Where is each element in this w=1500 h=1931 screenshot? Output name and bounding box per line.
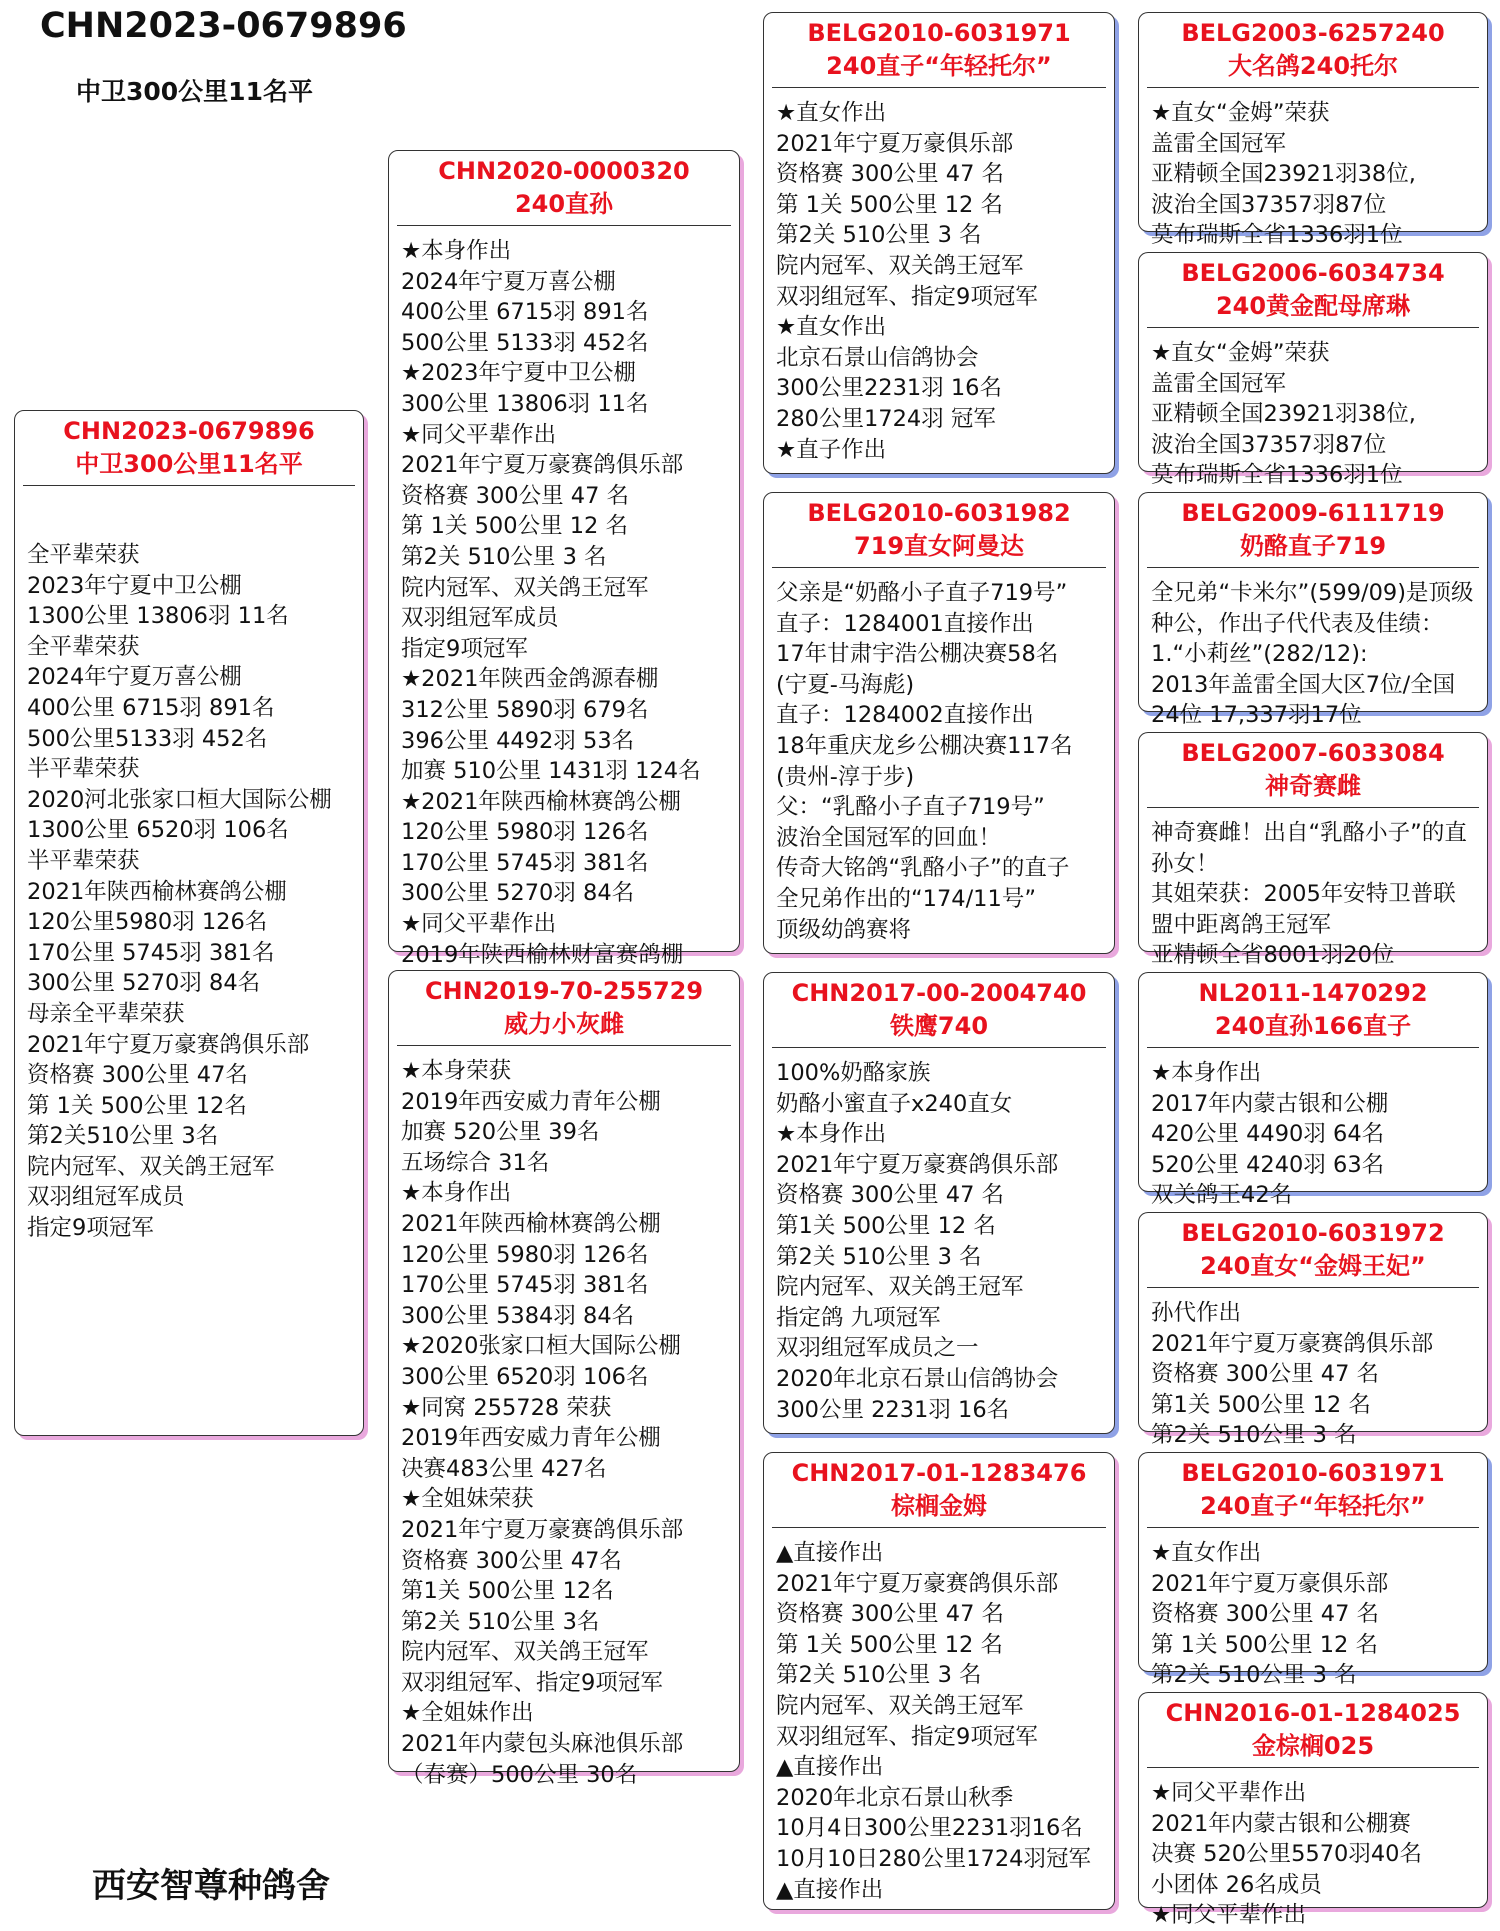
card-bird-name: 240直女“金姆王妃”	[1200, 1252, 1426, 1280]
achievement-line: 10月10日280公里1724羽冠军	[776, 1845, 1091, 1872]
achievement-line: 2021年内蒙包头麻池俱乐部	[401, 1731, 684, 1758]
achievement-line: ★2020张家口桓大国际公棚	[401, 1333, 681, 1360]
card-bird-name: 240黄金配母席琳	[1215, 292, 1411, 320]
achievement-line: 1300公里 6520羽 106名	[27, 817, 289, 844]
achievement-line: 资格赛 300公里 47 名	[1151, 1601, 1380, 1628]
card-ring-number: BELG2006-6034734	[1181, 259, 1445, 287]
achievement-line: 决赛483公里 427名	[401, 1455, 607, 1482]
card-achievements	[764, 98, 1114, 465]
achievement-line: 2013年盖雷全国大区7位/全国	[1151, 671, 1456, 698]
achievement-line: 170公里 5745羽 381名	[401, 849, 649, 876]
achievement-line: 120公里5980羽 126名	[27, 909, 268, 936]
pedigree-card-sdd	[1138, 732, 1488, 969]
achievement-line: ★同父平辈作出	[1151, 1902, 1307, 1929]
achievement-line: 资格赛 300公里 47 名	[776, 1182, 1005, 1209]
achievement-line: 半平辈荣获	[27, 847, 140, 874]
achievement-line: 小团体 26名成员	[1151, 1871, 1322, 1898]
achievement-line: 第2关 510公里 3名	[401, 1608, 600, 1635]
achievement-line: 指定9项冠军	[27, 1215, 154, 1242]
achievement-line: 院内冠军、双关鸽王冠军	[401, 574, 649, 601]
achievement-line: 300公里 5270羽 84名	[27, 970, 261, 997]
achievement-line: 莫布瑞斯全省1336羽1位	[1151, 462, 1403, 489]
card-achievements	[1139, 338, 1487, 491]
card-bird-name: 铁鹰740	[889, 1012, 989, 1040]
achievement-line: 直子：1284002直接作出	[776, 702, 1034, 729]
achievement-line: 父亲是“奶酪小子直子719号”	[776, 580, 1068, 606]
achievement-line: 300公里 5270羽 84名	[401, 880, 635, 907]
achievement-line: 300公里 13806羽 11名	[401, 390, 649, 417]
achievement-line: 院内冠军、双关鸽王冠军	[27, 1153, 275, 1180]
card-ring-number: CHN2017-01-1283476	[791, 1459, 1087, 1487]
pedigree-card-ssd	[1138, 252, 1488, 489]
achievement-line: 双羽组冠军成员之一	[776, 1335, 979, 1362]
achievement-line: (贵州-淳于步)	[776, 763, 915, 790]
achievement-line: 顶级幼鸽赛将	[776, 916, 912, 943]
achievement-line: 第 1关 500公里 12 名	[776, 191, 1003, 218]
achievement-line: 盟中距离鸽王冠军	[1151, 911, 1332, 938]
card-header	[772, 973, 1106, 1048]
card-bird-name: 威力小灰雌	[504, 1010, 624, 1038]
achievement-line: ★全姐妹作出	[401, 1700, 534, 1727]
achievement-line: ★本身作出	[1151, 1060, 1262, 1086]
achievement-line: 孙女！	[1151, 850, 1219, 877]
achievement-line: 第 1关 500公里 12 名	[1151, 1631, 1378, 1658]
pedigree-card-dd	[763, 1452, 1115, 1910]
achievement-line: ★同父平辈作出	[401, 911, 557, 938]
loft-name: 西安智尊种鸽舍	[92, 1866, 330, 1906]
achievement-line: 五场综合 31名	[401, 1149, 550, 1176]
achievement-line: 资格赛 300公里 47 名	[401, 482, 630, 509]
card-bird-name: 金棕榈025	[1251, 1732, 1375, 1760]
card-bird-name: 中卫300公里11名平	[75, 450, 303, 478]
achievement-line: 第1关 500公里 12 名	[1151, 1391, 1371, 1418]
achievement-line: 加赛 520公里 39名	[401, 1119, 600, 1146]
achievement-line: ★本身荣获	[401, 1058, 512, 1084]
achievement-line: 波治全国冠军的回血！	[776, 824, 1002, 851]
achievement-line: 波治全国37357羽87位	[1151, 191, 1387, 218]
pedigree-card-dds	[1138, 1452, 1488, 1689]
card-bird-name: 719直女阿曼达	[853, 532, 1025, 560]
achievement-line: 双羽组冠军成员	[27, 1184, 185, 1211]
achievement-line: ★直女“金姆”荣获	[1151, 340, 1330, 366]
achievement-line: 盖雷全国冠军	[1151, 370, 1287, 397]
card-ring-number: CHN2023-0679896	[63, 417, 315, 445]
achievement-line: ★直女“金姆”荣获	[1151, 100, 1330, 126]
achievement-line: 2021年宁夏万豪俱乐部	[1151, 1570, 1389, 1597]
card-header	[1147, 1693, 1479, 1768]
card-bird-name: 240直子“年轻托尔”	[826, 52, 1052, 80]
achievement-line: 双羽组冠军成员	[401, 605, 559, 632]
achievement-line: 院内冠军、双关鸽王冠军	[776, 252, 1024, 279]
card-header	[1147, 1213, 1479, 1288]
achievement-line: ★本身作出	[776, 1121, 887, 1148]
card-header	[772, 13, 1106, 88]
achievement-line: 1.“小莉丝”(282/12):	[1151, 641, 1368, 668]
achievement-line: 双羽组冠军、指定9项冠军	[776, 283, 1038, 310]
card-header	[1147, 13, 1479, 88]
achievement-line: 资格赛 300公里 47名	[27, 1062, 248, 1089]
achievement-line: 17年甘肃宇浩公棚决赛58名	[776, 641, 1059, 668]
achievement-line: ★直子作出	[776, 436, 887, 463]
achievement-line: 第2关 510公里 3 名	[776, 1662, 982, 1689]
achievement-line: 520公里 4240羽 63名	[1151, 1151, 1385, 1178]
card-achievements	[764, 578, 1114, 945]
achievement-line: 北京石景山信鸽协会	[776, 344, 979, 371]
achievement-line: 2021年陕西榆林赛鸽公棚	[27, 878, 287, 905]
pedigree-card-ddd	[1138, 1692, 1488, 1929]
pedigree-card-ss	[763, 12, 1115, 474]
achievement-line: 500公里 5133羽 452名	[401, 329, 649, 356]
card-achievements	[389, 1056, 739, 1790]
achievement-line: 300公里 2231羽 16名	[776, 1396, 1010, 1423]
achievement-line: ★2023年宁夏中卫公棚	[401, 360, 636, 387]
card-header	[772, 493, 1106, 568]
achievement-line: 第 1关 500公里 12名	[27, 1092, 247, 1119]
achievement-line: 父：“乳酪小子直子719号”	[776, 794, 1045, 821]
achievement-line: 孙代作出	[1151, 1300, 1242, 1326]
card-header	[397, 971, 731, 1046]
achievement-line: 院内冠军、双关鸽王冠军	[776, 1692, 1024, 1719]
card-achievements	[1139, 818, 1487, 971]
achievement-line: 2023年宁夏中卫公棚	[27, 572, 242, 599]
achievement-line: 400公里 6715羽 891名	[27, 694, 275, 721]
pedigree-card-dss	[1138, 972, 1488, 1209]
achievement-line: 280公里1724羽 冠军	[776, 405, 996, 432]
card-achievements	[389, 236, 739, 970]
pedigree-card-ds	[763, 972, 1115, 1434]
achievement-line: 2021年宁夏万豪赛鸽俱乐部	[776, 1151, 1059, 1178]
card-achievements	[1139, 1538, 1487, 1691]
card-achievements	[1139, 98, 1487, 251]
achievement-line: 波治全国37357羽87位	[1151, 431, 1387, 458]
achievement-line: 2021年宁夏万豪赛鸽俱乐部	[401, 452, 684, 479]
achievement-line: 第2关 510公里 3 名	[401, 543, 607, 570]
achievement-line: 加赛 510公里 1431羽 124名	[401, 758, 701, 785]
card-header	[397, 151, 731, 226]
achievement-line: 2021年宁夏万豪俱乐部	[776, 130, 1014, 157]
achievement-line: 170公里 5745羽 381名	[27, 939, 275, 966]
achievement-line: 双羽组冠军、指定9项冠军	[401, 1669, 663, 1696]
achievement-line: 2021年宁夏万豪赛鸽俱乐部	[401, 1516, 684, 1543]
achievement-line: 第2关 510公里 3 名	[1151, 1422, 1357, 1449]
achievement-line: 120公里 5980羽 126名	[401, 819, 649, 846]
achievement-line: ★同父平辈作出	[401, 421, 557, 448]
achievement-line: ▲直接作出	[776, 1540, 884, 1566]
card-bird-name: 大名鸽240托尔	[1227, 52, 1399, 80]
card-bird-name: 棕榈金姆	[891, 1492, 987, 1520]
achievement-line: 种公，作出子代代表及佳绩：	[1151, 610, 1444, 637]
achievement-line: 300公里 5384羽 84名	[401, 1302, 635, 1329]
achievement-line: ★本身作出	[401, 1180, 512, 1207]
achievement-line: ★直女作出	[776, 314, 887, 341]
achievement-line: 传奇大铭鸽“乳酪小子”的直子	[776, 855, 1070, 882]
achievement-line: 其姐荣获：2005年安特卫普联	[1151, 881, 1456, 908]
achievement-line: 2019年陕西榆林财富赛鸽棚	[401, 941, 684, 968]
pedigree-card-sd	[763, 492, 1115, 954]
achievement-line: 2019年西安威力青年公棚	[401, 1088, 661, 1115]
card-ring-number: CHN2017-00-2004740	[791, 979, 1087, 1007]
achievement-line: 第1关 500公里 12名	[401, 1578, 614, 1605]
achievement-line: 直子：1284001直接作出	[776, 610, 1034, 637]
card-bird-name: 神奇赛雌	[1265, 772, 1361, 800]
card-ring-number: CHN2016-01-1284025	[1165, 1699, 1461, 1727]
achievement-line: 神奇赛雌！出自“乳酪小子”的直	[1151, 820, 1467, 846]
achievement-line: ★直女作出	[776, 100, 887, 126]
achievement-line: 半平辈荣获	[27, 756, 140, 783]
achievement-line: 第 1关 500公里 12 名	[401, 513, 628, 540]
achievement-line: ★同窝 255728 荣获	[401, 1394, 612, 1421]
achievement-line: 盖雷全国冠军	[1151, 130, 1287, 157]
pedigree-title: 中卫300公里11名平	[76, 77, 313, 106]
achievement-line: 决赛 520公里5570羽40名	[1151, 1841, 1422, 1868]
card-achievements	[1139, 578, 1487, 731]
achievement-line: (宁夏-马海彪)	[776, 671, 915, 698]
achievement-line: 全兄弟“卡米尔”(599/09)是顶级	[1151, 580, 1474, 606]
achievement-line: 2020年北京石景山信鸽协会	[776, 1365, 1059, 1392]
achievement-line: 奶酪小蜜直子x240直女	[776, 1090, 1013, 1117]
achievement-line: 亚精顿全国23921羽38位,	[1151, 161, 1416, 188]
pedigree-card-sire	[388, 150, 740, 968]
achievement-line: 第2关 510公里 3 名	[776, 1243, 982, 1270]
achievement-line: 资格赛 300公里 47名	[401, 1547, 622, 1574]
achievement-line: 指定鸽 九项冠军	[776, 1304, 941, 1331]
card-header	[1147, 733, 1479, 808]
card-ring-number: CHN2020-0000320	[438, 157, 690, 185]
achievement-line: 2019年西安威力青年公棚	[401, 1425, 661, 1452]
achievement-line: 120公里 5980羽 126名	[401, 1241, 649, 1268]
card-ring-number: BELG2003-6257240	[1181, 19, 1445, 47]
achievement-line: 2024年宁夏万喜公棚	[27, 664, 242, 691]
card-ring-number: BELG2010-6031971	[1181, 1459, 1445, 1487]
achievement-line: 双羽组冠军、指定9项冠军	[776, 1723, 1038, 1750]
card-achievements	[1139, 1298, 1487, 1451]
achievement-line: 420公里 4490羽 64名	[1151, 1121, 1385, 1148]
pedigree-card-sss	[1138, 12, 1488, 249]
achievement-line: ▲直接作出	[776, 1876, 884, 1903]
achievement-line: 2017年内蒙古银和公棚	[1151, 1090, 1389, 1117]
achievement-line: 全平辈荣获	[27, 542, 140, 568]
card-ring-number: CHN2019-70-255729	[424, 977, 704, 1005]
achievement-line: 资格赛 300公里 47 名	[1151, 1361, 1380, 1388]
achievement-line: 400公里 6715羽 891名	[401, 299, 649, 326]
card-ring-number: BELG2007-6033084	[1181, 739, 1445, 767]
achievement-line: （春赛）500公里 30名	[401, 1761, 638, 1788]
card-header	[1147, 253, 1479, 328]
achievement-line: 第 1关 500公里 12 名	[776, 1631, 1003, 1658]
pedigree-card-dam	[388, 970, 740, 1788]
achievement-line: 指定9项冠军	[401, 635, 528, 662]
pedigree-card-sds	[1138, 492, 1488, 729]
achievement-line: 500公里5133羽 452名	[27, 725, 268, 752]
achievement-line: ★2021年陕西榆林赛鸽公棚	[401, 788, 681, 815]
achievement-line: 院内冠军、双关鸽王冠军	[776, 1274, 1024, 1301]
achievement-line: 资格赛 300公里 47 名	[776, 1601, 1005, 1628]
achievement-line: 2021年宁夏万豪赛鸽俱乐部	[1151, 1330, 1434, 1357]
card-achievements	[764, 1538, 1114, 1905]
card-achievements	[1139, 1778, 1487, 1931]
achievement-line: 2020河北张家口桓大国际公棚	[27, 786, 332, 813]
achievement-line: 312公里 5890羽 679名	[401, 696, 649, 723]
card-header	[772, 1453, 1106, 1528]
achievement-line: 全平辈荣获	[27, 633, 140, 660]
achievement-line: 亚精顿全国23921羽38位,	[1151, 401, 1416, 428]
achievement-line: 18年重庆龙乡公棚决赛117名	[776, 732, 1073, 759]
achievement-line: 第2关 510公里 3 名	[1151, 1662, 1357, 1689]
achievement-line: 170公里 5745羽 381名	[401, 1272, 649, 1299]
card-header	[23, 411, 355, 486]
achievement-line: 1300公里 13806羽 11名	[27, 603, 289, 630]
achievement-line: ★2021年陕西金鸽源春棚	[401, 666, 659, 693]
achievement-line: 莫布瑞斯全省1336羽1位	[1151, 222, 1403, 249]
card-achievements	[764, 1058, 1114, 1425]
achievement-line: 母亲全平辈荣获	[27, 1000, 185, 1027]
pedigree-ring-number: CHN2023-0679896	[40, 6, 407, 46]
achievement-line: ▲直接作出	[776, 1754, 884, 1781]
achievement-line: 300公里 6520羽 106名	[401, 1363, 649, 1390]
card-header	[1147, 493, 1479, 568]
card-ring-number: BELG2009-6111719	[1181, 499, 1445, 527]
card-ring-number: BELG2010-6031972	[1181, 1219, 1445, 1247]
card-bird-name: 240直孙	[514, 190, 614, 218]
pedigree-card-dsd	[1138, 1212, 1488, 1449]
achievement-line: 2021年陕西榆林赛鸽公棚	[401, 1210, 661, 1237]
achievement-line: 300公里2231羽 16名	[776, 375, 1002, 402]
achievement-line: 10月4日300公里2231羽16名	[776, 1815, 1083, 1842]
achievement-line: 双关鸽王42名	[1151, 1182, 1293, 1209]
achievement-line: 2021年内蒙古银和公棚赛	[1151, 1810, 1411, 1837]
achievement-line: ★同父平辈作出	[1151, 1780, 1307, 1806]
card-bird-name: 奶酪直子719	[1239, 532, 1387, 560]
achievement-line: 2021年宁夏万豪赛鸽俱乐部	[27, 1031, 310, 1058]
achievement-line: 院内冠军、双关鸽王冠军	[401, 1639, 649, 1666]
achievement-line: 2020年北京石景山秋季	[776, 1784, 1014, 1811]
achievement-line: 第2关 510公里 3 名	[776, 222, 982, 249]
achievement-line: 资格赛 300公里 47 名	[776, 161, 1005, 188]
card-bird-name: 240直孙166直子	[1214, 1012, 1412, 1040]
card-achievements	[15, 496, 363, 1244]
achievement-line: 396公里 4492羽 53名	[401, 727, 635, 754]
pedigree-card-subject	[14, 410, 364, 1436]
achievement-line: ★本身作出	[401, 238, 512, 264]
achievement-line: 第1关 500公里 12 名	[776, 1212, 996, 1239]
achievement-line: ★全姐妹荣获	[401, 1486, 534, 1513]
achievement-line: 100%奶酪家族	[776, 1060, 931, 1086]
card-header	[1147, 1453, 1479, 1528]
card-bird-name: 240直子“年轻托尔”	[1200, 1492, 1426, 1520]
card-achievements	[1139, 1058, 1487, 1211]
card-ring-number: NL2011-1470292	[1198, 979, 1428, 1007]
achievement-line: 2021年宁夏万豪赛鸽俱乐部	[776, 1570, 1059, 1597]
achievement-line: 亚精顿全省8001羽20位	[1151, 942, 1395, 969]
achievement-line: 2024年宁夏万喜公棚	[401, 268, 616, 295]
achievement-line: 全兄弟作出的“174/11号”	[776, 885, 1036, 912]
achievement-line: ★直女作出	[1151, 1540, 1262, 1566]
card-header	[1147, 973, 1479, 1048]
achievement-line: 24位 17,337羽17位	[1151, 702, 1362, 729]
card-ring-number: BELG2010-6031971	[807, 19, 1071, 47]
achievement-line: 第2关510公里 3名	[27, 1123, 219, 1150]
card-ring-number: BELG2010-6031982	[807, 499, 1071, 527]
